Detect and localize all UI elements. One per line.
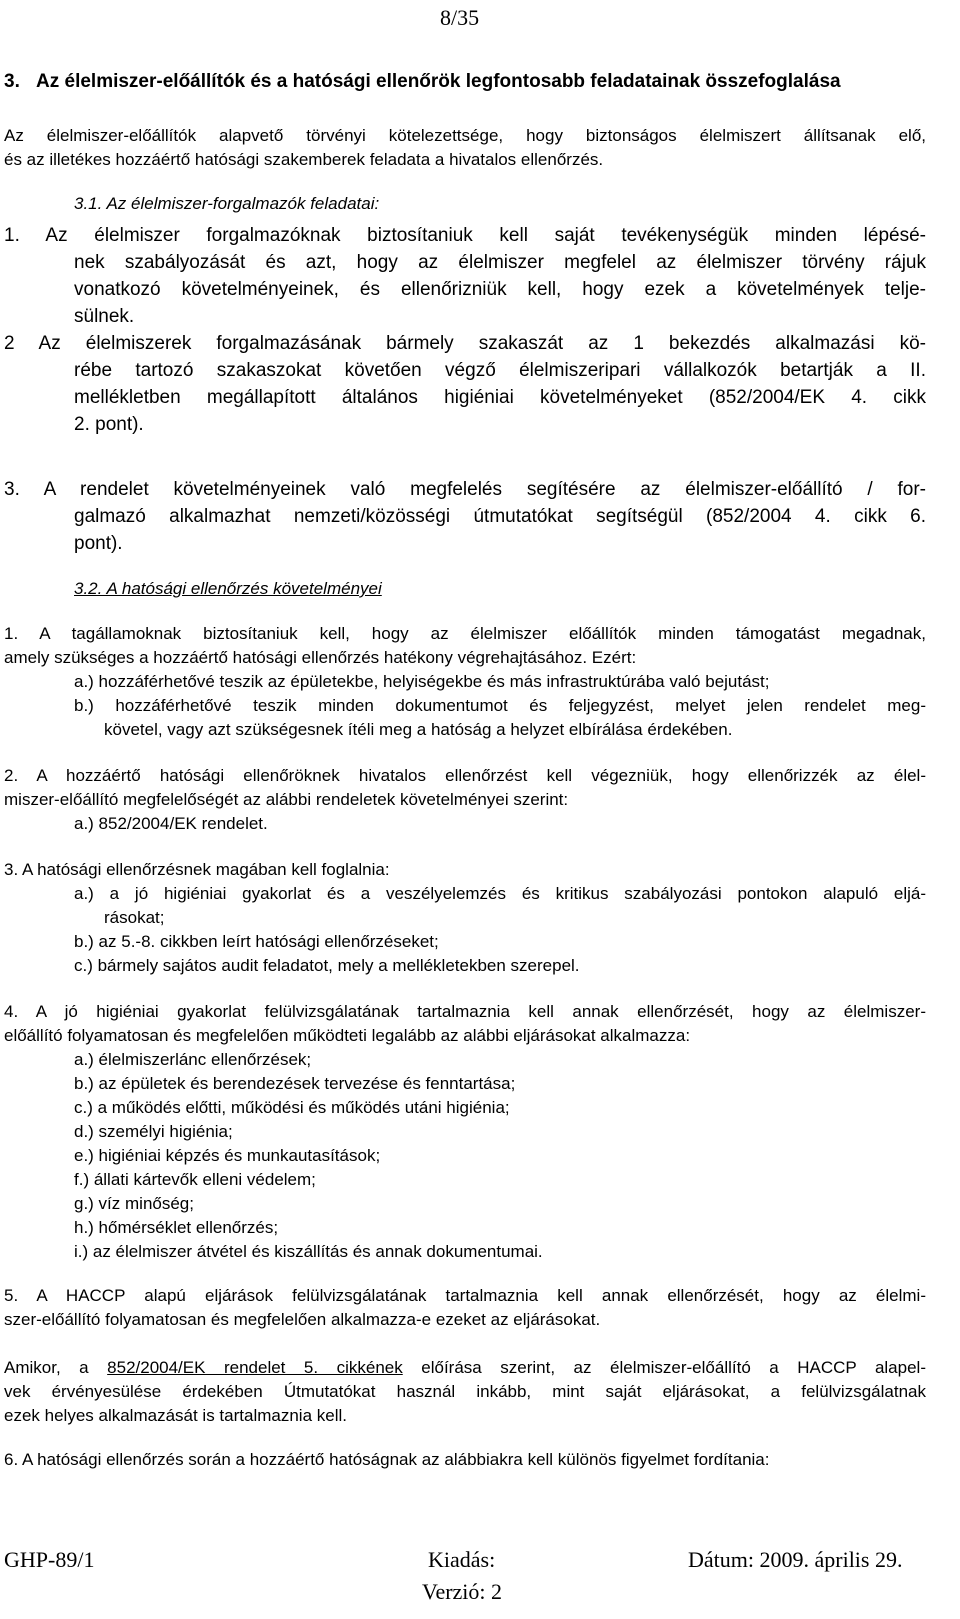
list-item: a.) élelmiszerlánc ellenőrzések; bbox=[74, 1050, 312, 1069]
list-item: f.) állati kártevők elleni védelem; bbox=[74, 1170, 316, 1189]
list-item: h.) hőmérséklet ellenőrzés; bbox=[74, 1218, 279, 1237]
paragraph-line: 3. A rendelet követelményeinek való megfelelés segítésére az élelmiszer-előállító / for- bbox=[4, 479, 926, 500]
list-item: b.) hozzáférhetővé teszik minden dokumentumot és feljegyzést, melyet jelen rendelet meg- bbox=[74, 696, 926, 715]
paragraph-line: 2. A hozzáértő hatósági ellenőröknek hivatalos ellenőrzést kell végezniük, hogy ellenőrizzék az élel- bbox=[4, 766, 926, 785]
paragraph-line: előállító folyamatosan és megfelelően működteti legalább az alábbi eljárásokat alkalmazza: bbox=[4, 1026, 691, 1045]
paragraph-line: vonatkozó követelményeinek, és ellenőrizniük kell, hogy ezek a követelmények telje- bbox=[74, 279, 926, 300]
paragraph-line: vek érvényesülése érdekében Útmutatókat használ inkább, mint saját eljárásokat, a felülvizsgálatnak bbox=[4, 1382, 926, 1401]
list-item: a.) a jó higiéniai gyakorlat és a veszélyelemzés és kritikus szabályozási pontokon alapuló eljá- bbox=[74, 884, 926, 903]
list-item: c.) a működés előtti, működési és működés utáni higiénia; bbox=[74, 1098, 510, 1117]
paragraph-line: galmazó alkalmazhat nemzeti/közösségi útmutatókat segítségül (852/2004 4. cikk 6. bbox=[74, 506, 926, 527]
list-item: a.) 852/2004/EK rendelet. bbox=[74, 814, 268, 833]
subsection-heading: 3.2. A hatósági ellenőrzés követelményei bbox=[74, 579, 382, 598]
paragraph-line: 5. A HACCP alapú eljárások felülvizsgálatának tartalmaznia kell annak ellenőrzését, hogy az élelmi- bbox=[4, 1286, 926, 1305]
paragraph-line: mellékletben megállapított általános higiéniai követelményeket (852/2004/EK 4. cikk bbox=[74, 387, 926, 408]
list-item: i.) az élelmiszer átvétel és kiszállítás és annak dokumentumai. bbox=[74, 1242, 543, 1261]
paragraph-line: pont). bbox=[74, 533, 123, 554]
paragraph-line: miszer-előállító megfelelőségét az alábbi rendeletek követelményei szerint: bbox=[4, 790, 569, 809]
list-item: e.) higiéniai képzés és munkautasítások; bbox=[74, 1146, 381, 1165]
regulation-link[interactable]: 852/2004/EK rendelet 5. cikkének bbox=[107, 1358, 403, 1377]
intro-line: Az élelmiszer-előállítók alapvető törvényi kötelezettsége, hogy biztonságos élelmiszert állítsanak elő, bbox=[4, 126, 926, 145]
list-item: b.) az épületek és berendezések tervezése és fenntartása; bbox=[74, 1074, 516, 1093]
paragraph-line: amely szükséges a hozzáértő hatósági ellenőrzés hatékony végrehajtásához. Ezért: bbox=[4, 648, 637, 667]
paragraph-line: sülnek. bbox=[74, 306, 135, 327]
paragraph-line: 1. Az élelmiszer forgalmazóknak biztosítaniuk kell saját tevékenységük minden lépésé- bbox=[4, 225, 926, 246]
list-item: b.) az 5.-8. cikkben leírt hatósági ellenőrzéseket; bbox=[74, 932, 439, 951]
footer-kiadas: Kiadás: bbox=[428, 1547, 496, 1572]
paragraph-line: 2 Az élelmiszerek forgalmazásának bármely szakaszát az 1 bekezdés alkalmazási kö- bbox=[4, 333, 926, 354]
paragraph-line: 4. A jó higiéniai gyakorlat felülvizsgálatának tartalmaznia kell annak ellenőrzését, hogy az élelmiszer- bbox=[4, 1002, 926, 1021]
section-heading: Az élelmiszer-előállítók és a hatósági ellenőrök legfontosabb feladatainak összefoglalása bbox=[36, 71, 841, 92]
subsection-heading: 3.1. Az élelmiszer-forgalmazók feladatai: bbox=[74, 194, 380, 213]
paragraph-text: előírása szerint, az élelmiszer-előállító a HACCP alapel- bbox=[402, 1358, 926, 1377]
list-item: a.) hozzáférhetővé teszik az épületekbe, helyiségekbe és más infrastruktúrába való bejutást; bbox=[74, 672, 770, 691]
paragraph-line: szer-előállító folyamatosan és megfelelően alkalmazza-e ezeket az eljárásokat. bbox=[4, 1310, 601, 1329]
paragraph-line: 3. A hatósági ellenőrzésnek magában kell foglalnia: bbox=[4, 860, 390, 879]
paragraph-line: 6. A hatósági ellenőrzés során a hozzáértő hatóságnak az alábbiakra kell különös figyelmet fordítania: bbox=[4, 1450, 770, 1469]
footer-version: Verzió: 2 bbox=[422, 1579, 503, 1604]
section-number: 3. bbox=[4, 71, 20, 92]
list-item: d.) személyi higiénia; bbox=[74, 1122, 233, 1141]
paragraph-line: 1. A tagállamoknak biztosítaniuk kell, hogy az élelmiszer előállítók minden támogatást megadnak, bbox=[4, 624, 926, 643]
paragraph-text: Amikor, a bbox=[4, 1358, 108, 1377]
paragraph-line: ezek helyes alkalmazását is tartalmaznia kell. bbox=[4, 1406, 347, 1425]
footer-doc-id: GHP-89/1 bbox=[4, 1547, 95, 1572]
intro-line: és az illetékes hozzáértő hatósági szakemberek feladata a hivatalos ellenőrzés. bbox=[4, 150, 604, 169]
list-item: követel, vagy azt szükségesnek ítéli meg a hatóság a helyzet elbírálása érdekében. bbox=[104, 720, 733, 739]
paragraph-line: nek szabályozását és azt, hogy az élelmiszer megfelel az élelmiszer törvény rájuk bbox=[74, 252, 926, 273]
footer-date: Dátum: 2009. április 29. bbox=[688, 1547, 903, 1572]
page-number: 8/35 bbox=[440, 5, 480, 30]
list-item: rásokat; bbox=[104, 908, 165, 927]
paragraph-line: 2. pont). bbox=[74, 414, 144, 435]
paragraph-line bbox=[4, 1356, 926, 1380]
list-item: g.) víz minőség; bbox=[74, 1194, 194, 1213]
paragraph-line: rébe tartozó szakaszokat követően végző élelmiszeripari vállalkozók betartják a II. bbox=[74, 360, 926, 381]
list-item: c.) bármely sajátos audit feladatot, mely a mellékletekben szerepel. bbox=[74, 956, 580, 975]
